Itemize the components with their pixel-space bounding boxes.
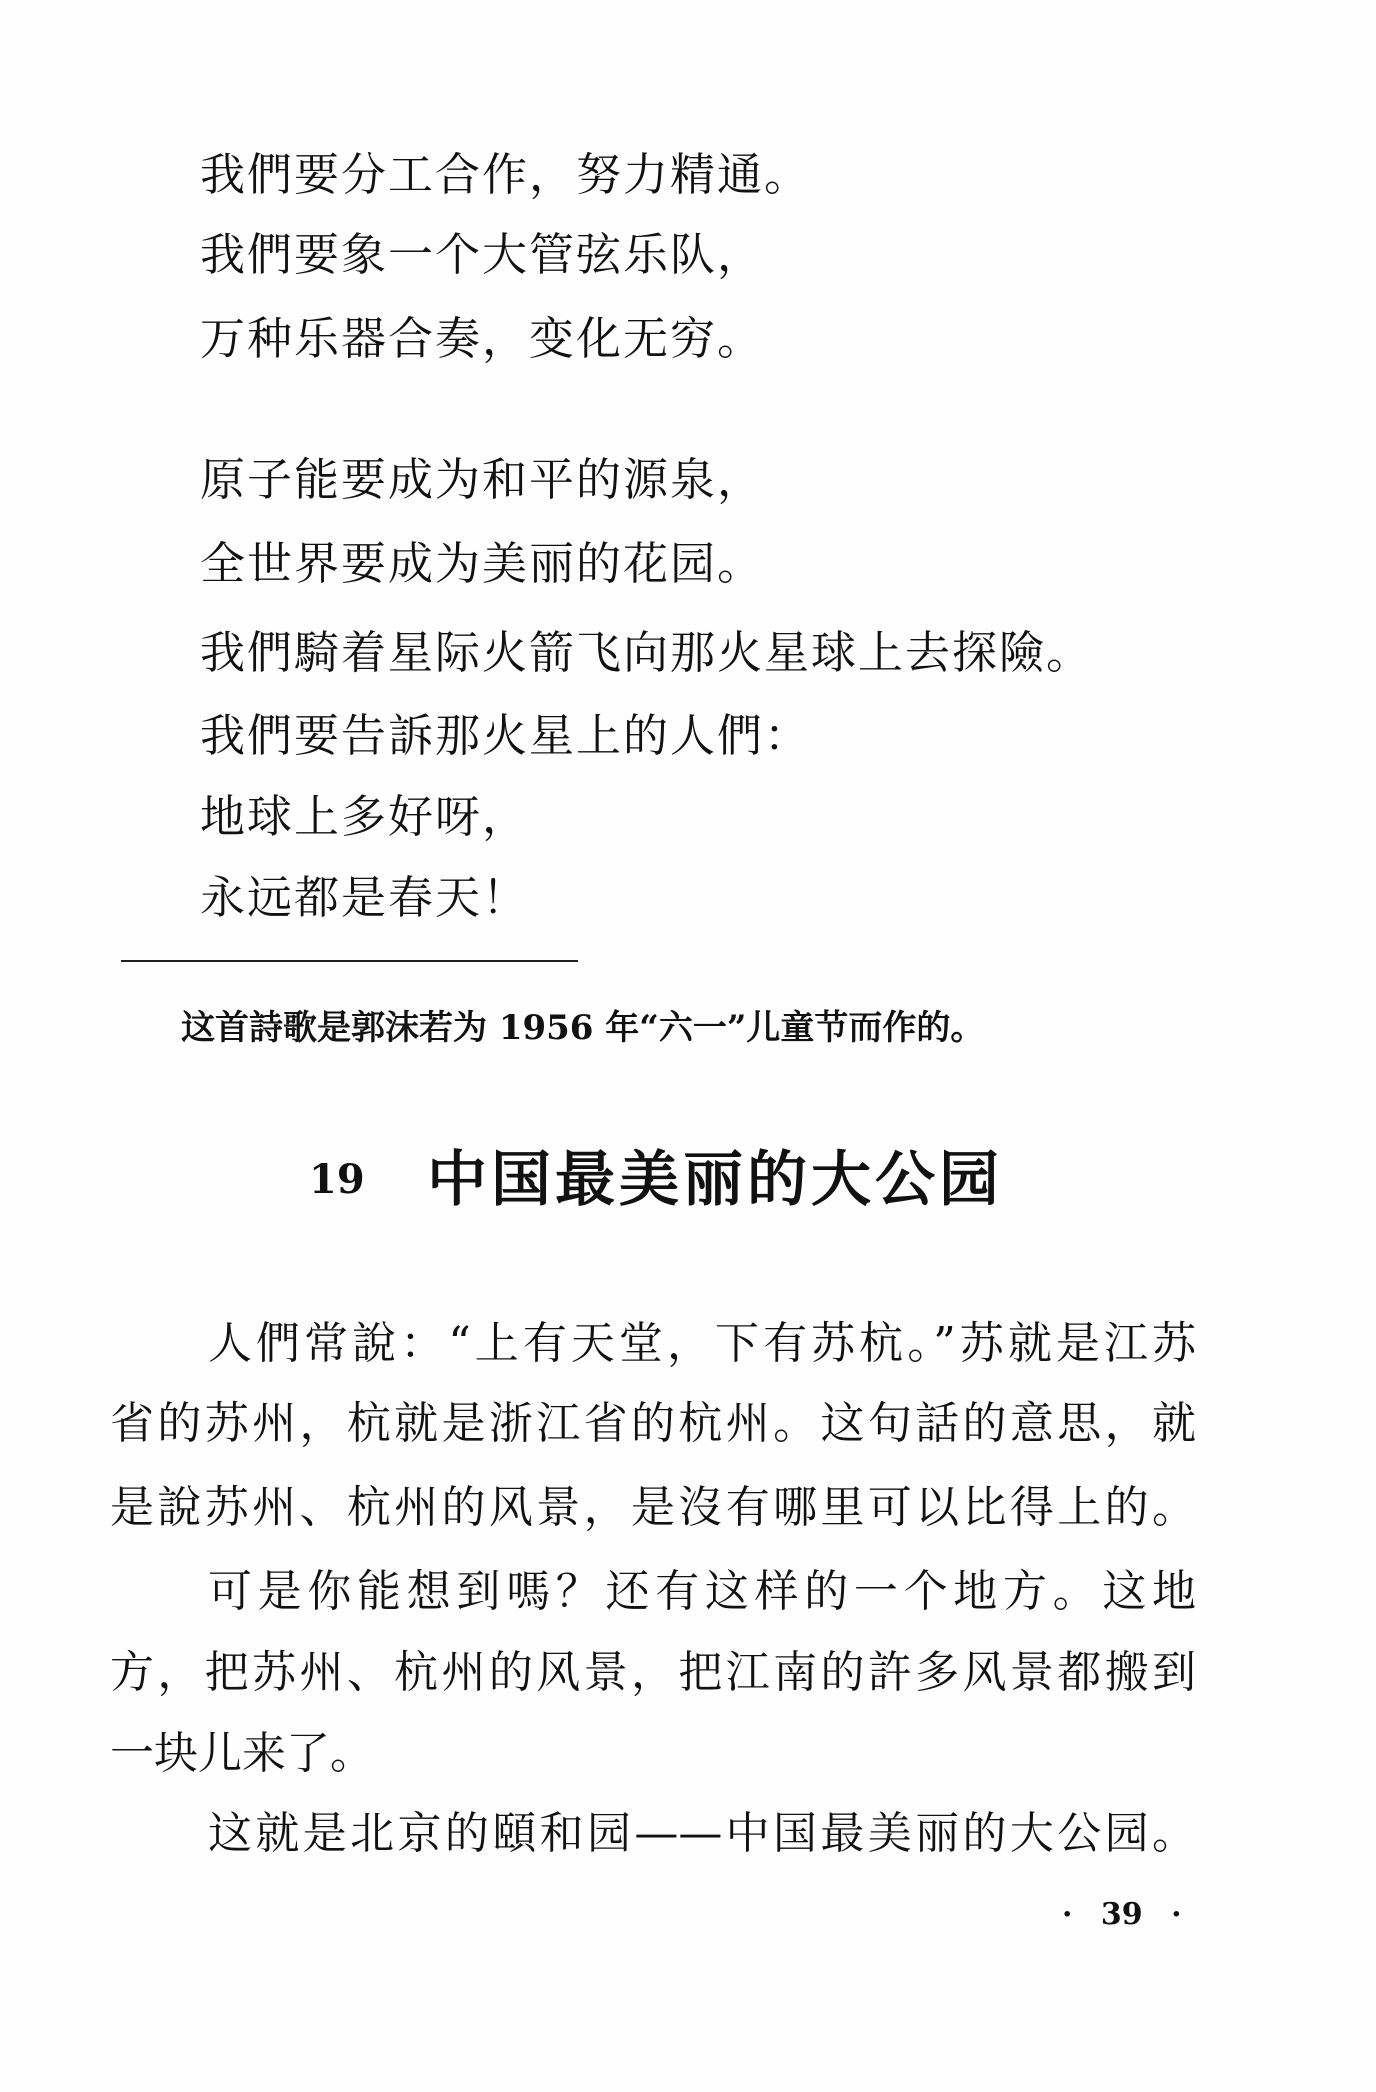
body-line: 是說苏州、杭州的风景，是沒有哪里可以比得上的。 [110, 1482, 1196, 1533]
chapter-title: 中国最美丽的大公园 [427, 1145, 1003, 1215]
footnote-rule [121, 960, 578, 962]
body-line: 这就是北京的頤和园——中国最美丽的大公园。 [208, 1808, 1196, 1859]
poem-line: 万种乐器合奏，变化无穷。 [200, 312, 765, 365]
body-line: 可是你能想到嗎？还有这样的一个地方。这地 [208, 1566, 1196, 1617]
poem-line: 原子能要成为和平的源泉， [200, 453, 765, 506]
footnote: 这首詩歌是郭沫若为 1956 年“六一”儿童节而作的。 [181, 1008, 985, 1048]
poem-line: 我們騎着星际火箭飞向那火星球上去探險。 [200, 626, 1094, 679]
poem-line: 地球上多好呀， [200, 790, 530, 843]
poem-line: 我們要分工合作，努力精通。 [200, 148, 812, 201]
poem-line: 我們要象一个大管弦乐队， [200, 228, 765, 281]
body-line: 方，把苏州、杭州的风景，把江南的許多风景都搬到 [110, 1647, 1196, 1698]
body-line: 一块儿来了。 [110, 1728, 374, 1779]
body-line: 人們常說：“上有天堂，下有苏杭。”苏就是江苏 [208, 1318, 1196, 1369]
poem-line: 永远都是春天！ [200, 871, 530, 924]
chapter-number: 19 [309, 1156, 365, 1203]
poem-line: 我們要告訴那火星上的人們： [200, 709, 812, 762]
body-line: 省的苏州，杭就是浙江省的杭州。这句話的意思，就 [110, 1398, 1196, 1449]
poem-line: 全世界要成为美丽的花园。 [200, 537, 765, 590]
page-number: · 39 · [1062, 1897, 1182, 1932]
